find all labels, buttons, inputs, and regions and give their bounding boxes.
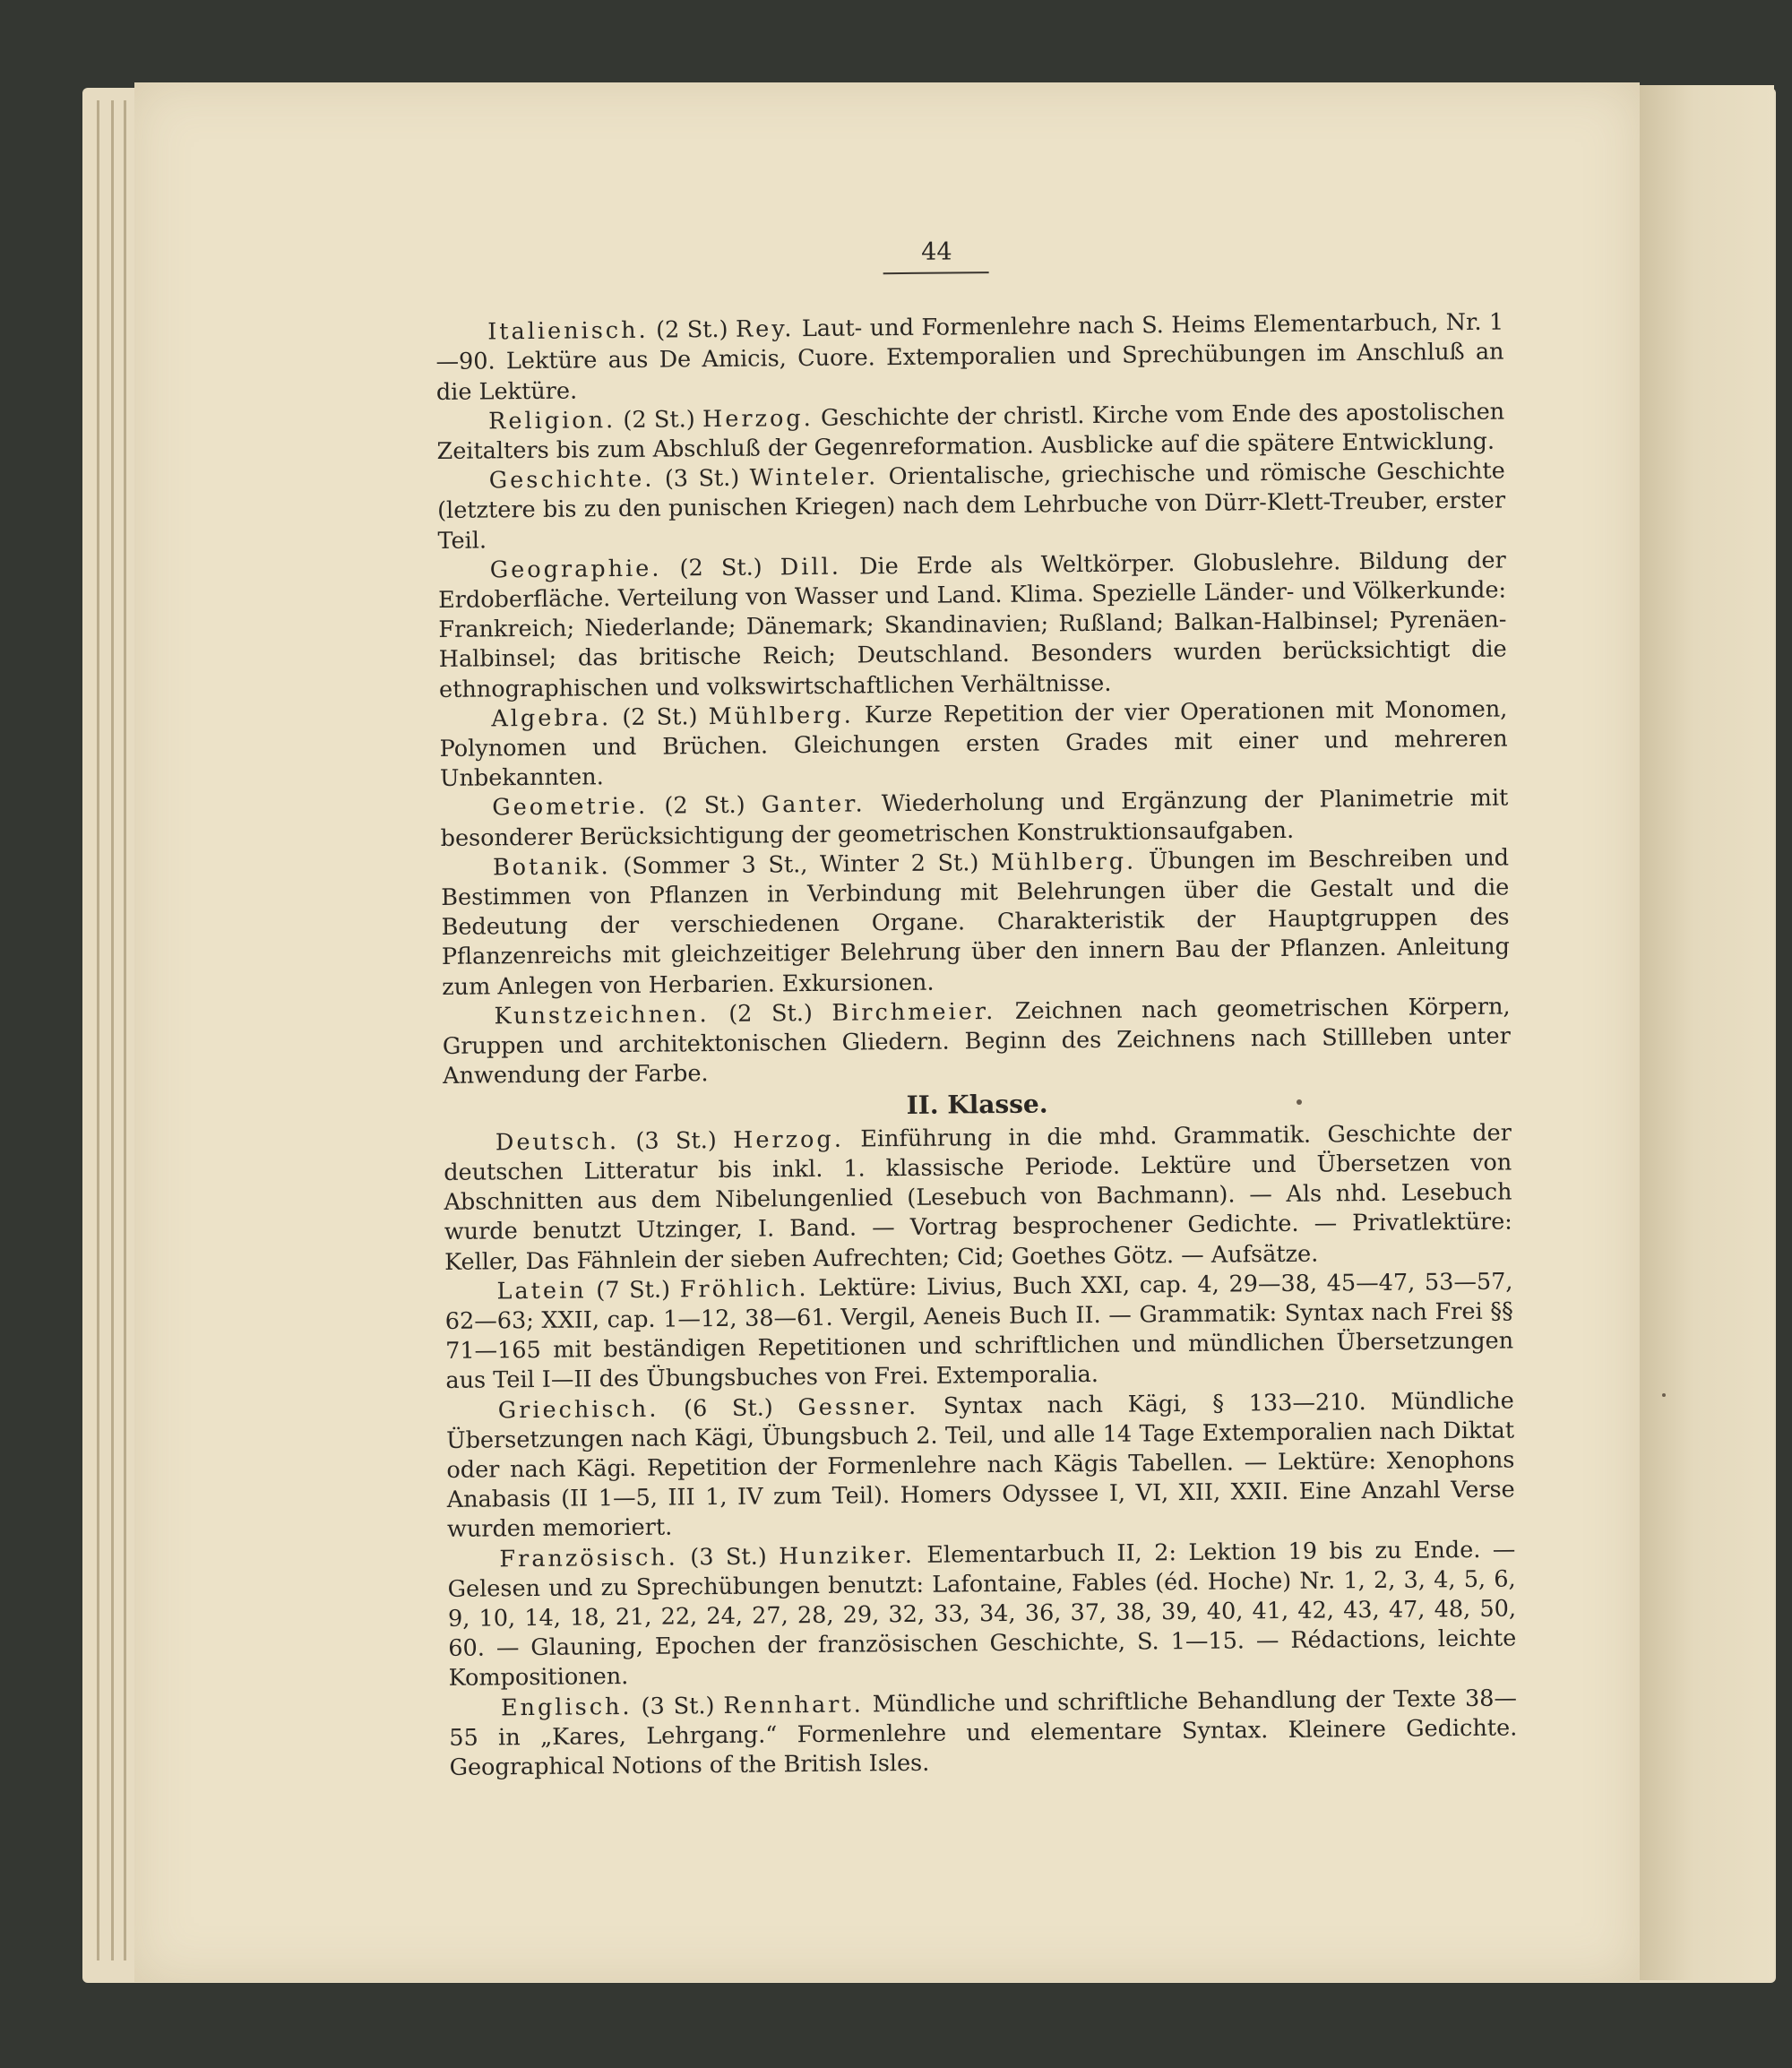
course-description: Zeichnen nach geometrischen Körpern, Gruppen und architektonischen Gliedern. Beginn des Zeichnens nach Stillleben unter Anwendung der Farbe. [442, 993, 1511, 1090]
weekly-hours: (2 St.) [623, 406, 695, 434]
subject-name: Deutsch. [495, 1127, 620, 1157]
teacher-name: Winteler. [749, 463, 879, 492]
course-description: Die Erde als Weltkörper. Globuslehre. Bildung der Erdoberfläche. Verteilung von Wasser und Land. Klima. Spezielle Länder- und Völkerkunde: Frankreich; Niederlande; Dänemark; Skandinavien; Rußland; Balkan-Halbinsel; Pyrenäen-Halbinsel; das britische Reich; Deutschland. Besonders wurden berücksichtigt die ethnographischen und volkswirtschaftlichen Verhältnisse. [437, 547, 1507, 703]
page-edge-line [97, 100, 99, 1960]
course-description: Orientalische, griechische und römische Geschichte (letztere bis zu den punischen Kriegen) nach dem Lehrbuche von Dürr-Klett-Treuber, erster Teil. [437, 457, 1506, 555]
course-description: Wiederholung und Ergänzung der Planimetrie mit besonderer Berücksichtigung der geometrischen Konstruktionsaufgaben. [440, 784, 1509, 852]
ink-speck [1662, 1393, 1666, 1397]
subject-name: Botanik. [492, 853, 611, 882]
subject-name: Italienisch. [487, 316, 649, 346]
weekly-hours: (2 St.) [679, 554, 762, 582]
weekly-hours: (3 St.) [635, 1126, 717, 1155]
course-paragraph [446, 1386, 1516, 1545]
course-paragraph [444, 1267, 1513, 1396]
teacher-name: Gessner. [797, 1392, 919, 1421]
class-heading-text: II. Klasse. [906, 1089, 1048, 1121]
course-description: Syntax nach Kägi, § 133—210. Mündliche Übersetzungen nach Kägi, Übungsbuch 2. Teil, und alle 14 Tage Extemporalien nach Diktat oder nach Kägi. Repetition der Formenlehre nach Kägis Tabellen. — Lektüre: Xenophons Anabasis (II 1—5, III 1, IV zum Teil). Homers Odyssee I, VI, XII, XXII. Eine Anzahl Verse wurden memoriert. [445, 1387, 1515, 1544]
weekly-hours: (3 St.) [664, 464, 740, 493]
weekly-hours: (2 St.) [655, 316, 728, 344]
course-paragraph [439, 694, 1508, 794]
course-description: Lektüre: Livius, Buch XXI, cap. 4, 29—38, 45—47, 53—57, 62—63; XXII, cap. 1—12, 38—61. Vergil, Aeneis Buch II. — Grammatik: Syntax nach Frei §§ 71—165 mit beständigen Repetitionen und schriftlichen und mündlichen Übersetzungen aus Teil I—II des Übungsbuches von Frei. Extemporalia. [444, 1268, 1514, 1395]
course-paragraph [436, 397, 1505, 467]
teacher-name: Birchmeier. [831, 997, 996, 1027]
teacher-name: Fröhlich. [679, 1274, 809, 1304]
course-description: Kurze Repetition der vier Operationen mit Monomen, Polynomen und Brüchen. Gleichungen ersten Grades mit einer und mehreren Unbekannten. [439, 695, 1508, 793]
teacher-name: Rey. [735, 315, 795, 343]
course-paragraph [449, 1684, 1518, 1783]
course-paragraph [440, 784, 1509, 854]
subject-name: Geographie. [489, 555, 662, 584]
weekly-hours: (7 St.) [596, 1276, 671, 1305]
page-edge-line [124, 100, 126, 1960]
course-paragraph [438, 546, 1508, 704]
course-description: Geschichte der christl. Kirche vom Ende des apostolischen Zeitalters bis zum Abschluß der Gegenreformation. Ausblicke auf die spätere Entwicklung. [436, 398, 1505, 466]
page-edge-line [111, 100, 114, 1960]
subject-name: Religion. [488, 406, 616, 435]
weekly-hours: (2 St.) [622, 703, 698, 731]
weekly-hours: (2 St.) [664, 792, 745, 821]
page-number: 44 [921, 237, 952, 266]
teacher-name: Herzog. [702, 404, 814, 433]
teacher-name: Mühlberg. [990, 848, 1137, 876]
weekly-hours: (Sommer 3 St., Winter 2 St.) [623, 849, 979, 880]
class-one-section [435, 308, 1511, 1092]
subject-name: Algebra. [491, 703, 612, 733]
subject-name: Französisch. [499, 1543, 678, 1573]
weekly-hours: (3 St.) [641, 1692, 715, 1720]
course-paragraph [437, 457, 1506, 556]
teacher-name: Rennhart. [723, 1691, 864, 1719]
course-paragraph [444, 1118, 1513, 1277]
subject-name: Latein [496, 1277, 587, 1305]
weekly-hours: (3 St.) [690, 1543, 767, 1571]
teacher-name: Dill. [780, 553, 842, 582]
teacher-name: Ganter. [761, 790, 866, 819]
subject-name: Kunstzeichnen. [494, 1000, 710, 1030]
subject-name: Griechisch. [497, 1395, 659, 1424]
subject-name: Englisch. [500, 1693, 633, 1721]
teacher-name: Herzog. [732, 1125, 845, 1154]
class-two-section [444, 1118, 1518, 1783]
page-text [435, 237, 1518, 1784]
teacher-name: Hunziker. [779, 1541, 916, 1570]
course-description: Laut- und Formenlehre nach S. Heims Elementarbuch, Nr. 1—90. Lektüre aus De Amicis, Cuore. Extemporalien und Sprechübungen im Anschluß an die Lektüre. [435, 308, 1504, 406]
course-description: Übungen im Beschreiben und Bestimmen von Pflanzen in Verbindung mit Belehrungen über die Gestalt und die Bedeutung der verschiedenen Organe. Charakteristik der Hauptgruppen des Pflanzenreichs mit gleichzeitiger Belehrung über den innern Bau der Pflanzen. Anleitung zum Anlegen von Herbarien. Exkursionen. [441, 844, 1511, 1001]
course-description: Elementarbuch II, 2: Lektion 19 bis zu Ende. — Gelesen und zu Sprechübungen benutzt: Lafontaine, Fables (éd. Hoche) Nr. 1, 2, 3, 4, 5, 6, 9, 10, 14, 18, 21, 22, 24, 27, 28, 29, 32, 33, 34, 36, 37, 38, 39, 40, 41, 42, 43, 47, 48, 50, 60. — Glauning, Epochen der französischen Geschichte, S. 1—15. — Rédactions, leichte Kompositionen. [447, 1536, 1517, 1693]
weekly-hours: (6 St.) [683, 1393, 773, 1422]
course-paragraph [435, 308, 1504, 408]
course-paragraph [442, 992, 1511, 1091]
weekly-hours: (2 St.) [728, 999, 813, 1028]
course-description: Einführung in die mhd. Grammatik. Geschichte der deutschen Litteratur bis inkl. 1. klassische Periode. Lektüre und Übersetzen von Abschnitten aus dem Nibelungenlied (Lesebuch von Bachmann). — Als nhd. Lesebuch wurde benutzt Utzinger, I. Band. — Vortrag besprochener Gedichte. — Privatlektüre: Keller, Das Fähnlein der sieben Aufrechten; Cid; Goethes Götz. — Aufsätze. [444, 1119, 1512, 1276]
book-gutter [1640, 85, 1774, 1980]
course-description: Mündliche und schriftliche Behandlung der Texte 38—55 in „Kares, Lehrgang.“ Formenlehre und elementare Syntax. Kleinere Gedichte. Geographical Notions of the British Isles. [449, 1685, 1518, 1781]
course-paragraph [447, 1535, 1517, 1693]
subject-name: Geschichte. [488, 465, 655, 495]
teacher-name: Mühlberg. [708, 702, 854, 730]
course-paragraph [441, 843, 1511, 1002]
subject-name: Geometrie. [492, 793, 649, 822]
